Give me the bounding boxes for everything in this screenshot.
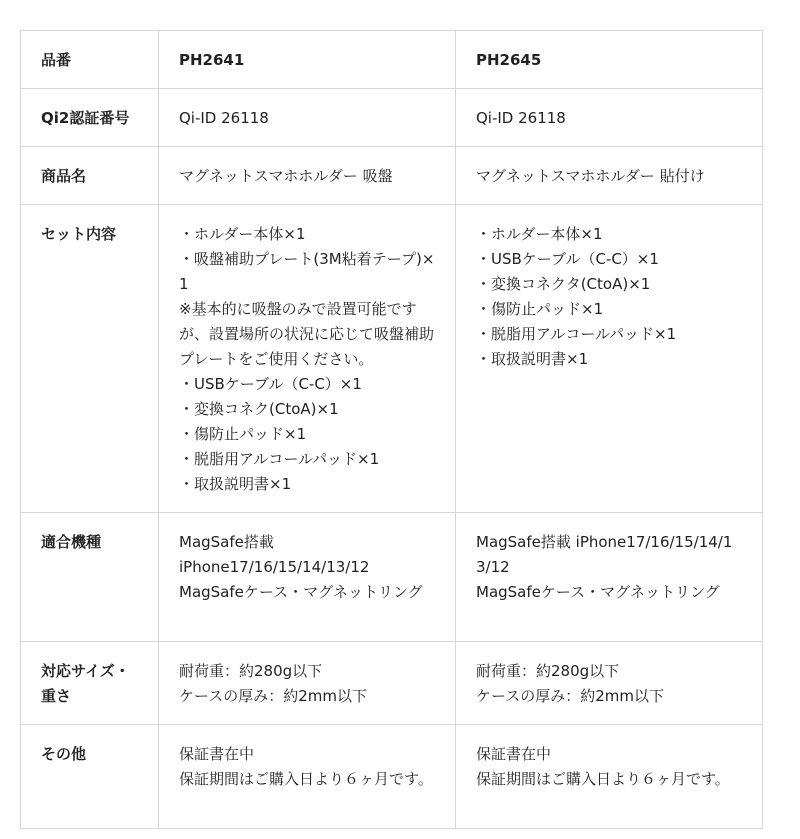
list-item: ・変換コネク(CtoA)×1: [179, 400, 339, 418]
list-item: ・取扱説明書×1: [476, 350, 589, 368]
cell-line: MagSafe搭載 iPhone17/16/15/14/13/12: [476, 533, 733, 576]
cell-line: Qi-ID 26118: [476, 109, 566, 127]
cell-line: MagSafeケース・マグネットリング: [476, 583, 720, 601]
row-label: 商品名: [21, 147, 159, 205]
list-item: ・取扱説明書×1: [179, 475, 292, 493]
list-item: ・ホルダー本体×1: [476, 225, 603, 243]
table-row-compatible-models: [21, 513, 763, 642]
row-label: 対応サイズ・重さ: [21, 642, 159, 725]
compatible-models-col2: [456, 513, 763, 642]
cell-line: 保証書在中: [476, 745, 552, 763]
cell-line: PH2645: [476, 51, 542, 69]
part-number-ph2645: [456, 31, 763, 89]
size-weight-col2: [456, 642, 763, 725]
product-name-col2: [456, 147, 763, 205]
cell-line: iPhone17/16/15/14/13/12: [179, 558, 370, 576]
table-row-product-name: [21, 147, 763, 205]
list-item: ・傷防止パッド×1: [179, 425, 307, 443]
cell-line: 保証期間はご購入日より６ヶ月です。: [179, 770, 433, 788]
product-name-col1: [159, 147, 456, 205]
cell-line: Qi-ID 26118: [179, 109, 269, 127]
qi2-id-col2: [456, 89, 763, 147]
cell-line: 耐荷重：約280g以下: [476, 662, 620, 680]
cell-line: マグネットスマホホルダー 貼付け: [476, 167, 705, 185]
other-col2: [456, 725, 763, 829]
row-label: セット内容: [21, 205, 159, 513]
table-row-size-weight: [21, 642, 763, 725]
list-item: ・傷防止パッド×1: [476, 300, 604, 318]
qi2-id-col1: [159, 89, 456, 147]
package-contents-col1: [159, 205, 456, 513]
cell-line: PH2641: [179, 51, 245, 69]
part-number-ph2641: [159, 31, 456, 89]
row-label: Qi2認証番号: [21, 89, 159, 147]
table-row-part-number: [21, 31, 763, 89]
cell-line: 保証書在中: [179, 745, 255, 763]
note-text: ※基本的に吸盤のみで設置可能ですが、設置場所の状況に応じて吸盤補助プレートをご使用ください。: [179, 300, 435, 368]
row-label: 品番: [21, 31, 159, 89]
list-item: ・吸盤補助プレート(3M粘着テープ)×1: [179, 250, 435, 293]
other-col1: [159, 725, 456, 829]
cell-line: MagSafe搭載: [179, 533, 274, 551]
list-item: ・ホルダー本体×1: [179, 225, 306, 243]
cell-line: ケースの厚み：約2mm以下: [476, 687, 665, 705]
cell-line: ケースの厚み：約2mm以下: [179, 687, 368, 705]
table-row-package-contents: [21, 205, 763, 513]
size-weight-col1: [159, 642, 456, 725]
table-row-qi2-id: [21, 89, 763, 147]
row-label: 適合機種: [21, 513, 159, 642]
list-item: ・USBケーブル（C-C）×1: [179, 375, 362, 393]
compatible-models-col1: [159, 513, 456, 642]
cell-line: 耐荷重：約280g以下: [179, 662, 323, 680]
list-item: ・変換コネクタ(CtoA)×1: [476, 275, 651, 293]
list-item: ・脱脂用アルコールパッド×1: [179, 450, 380, 468]
table-row-other: [21, 725, 763, 829]
package-contents-col2: [456, 205, 763, 513]
cell-line: マグネットスマホホルダー 吸盤: [179, 167, 393, 185]
list-item: ・脱脂用アルコールパッド×1: [476, 325, 677, 343]
product-spec-table: [20, 30, 763, 829]
row-label: その他: [21, 725, 159, 829]
cell-line: MagSafeケース・マグネットリング: [179, 583, 423, 601]
cell-line: 保証期間はご購入日より６ヶ月です。: [476, 770, 730, 788]
list-item: ・USBケーブル（C-C）×1: [476, 250, 659, 268]
